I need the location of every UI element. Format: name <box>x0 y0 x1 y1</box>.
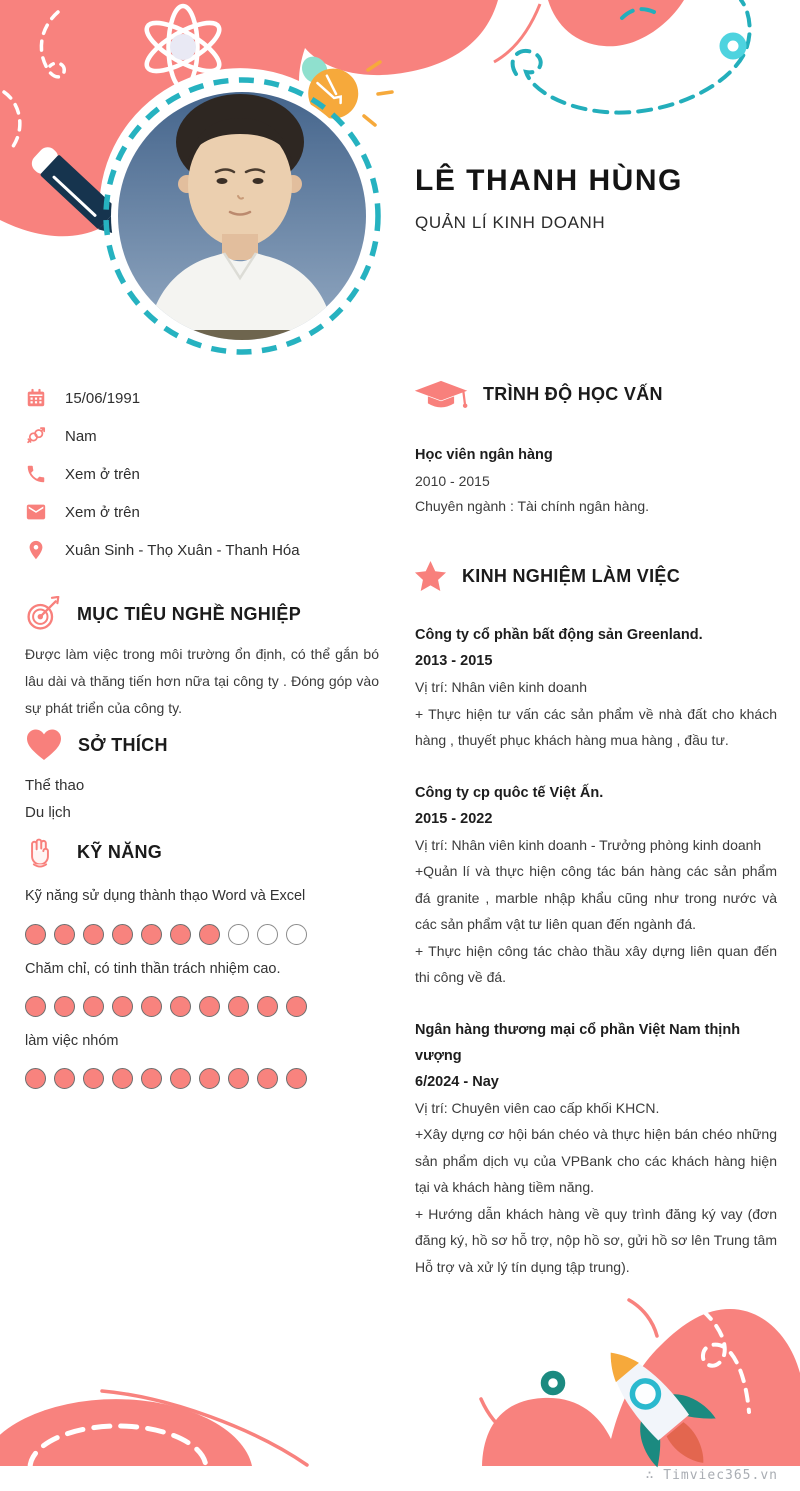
experience-company: Ngân hàng thương mại cổ phần Việt Nam thịnh vượng <box>415 1021 741 1064</box>
experience-entry <box>415 780 777 991</box>
skill-dot <box>286 1068 307 1089</box>
objective-text: Được làm việc trong môi trường ổn định, có thể gắn bó lâu dài và thăng tiến hơn nữa tại công ty . Đóng góp vào sự phát triển của công ty. <box>25 646 379 716</box>
education-major: Chuyên ngành : Tài chính ngân hàng. <box>415 498 650 514</box>
gender-value: Nam <box>65 427 97 445</box>
candidate-name: LÊ THANH HÙNG <box>415 164 683 197</box>
hobby-item: Thể thao <box>25 777 85 794</box>
skill-dot <box>228 924 249 945</box>
skill-dot <box>257 996 278 1017</box>
gender-icon <box>25 425 47 447</box>
experience-position: Vị trí: Nhân viên kinh doanh <box>415 679 587 695</box>
mail-icon <box>25 501 47 523</box>
contact-row-email <box>25 493 379 531</box>
skill-dot <box>257 1068 278 1089</box>
skill-label: Chăm chỉ, có tinh thần trách nhiệm cao. <box>25 961 281 977</box>
skill-label: Kỹ năng sử dụng thành thạo Word và Excel <box>25 888 306 904</box>
email-value: Xem ở trên <box>65 503 140 521</box>
profile-photo <box>106 80 378 352</box>
phone-value: Xem ở trên <box>65 465 140 483</box>
education-years: 2010 - 2015 <box>415 472 490 489</box>
hobby-item: Du lịch <box>25 804 71 821</box>
education-heading: TRÌNH ĐỘ HỌC VẤN <box>483 383 663 404</box>
experience-detail: +Quản lí và thực hiện công tác bán hàng các sản phẩm đá granite , marble nhập khẩu cũng như trong nước và các sản phẩm vật tư liên quan đến ngành đá. <box>415 863 777 932</box>
skill-dot <box>112 996 133 1017</box>
skill-dot <box>141 924 162 945</box>
address-value: Xuân Sinh - Thọ Xuân - Thanh Hóa <box>65 541 300 559</box>
skill-rating <box>25 1068 307 1089</box>
skill-dot <box>83 1068 104 1089</box>
objective-heading: MỤC TIÊU NGHỀ NGHIỆP <box>77 603 302 624</box>
skill-dot <box>228 996 249 1017</box>
teal-donut-icon <box>724 37 743 56</box>
skill-dot <box>54 1068 75 1089</box>
skill-dot <box>25 1068 46 1089</box>
contact-row-phone <box>25 455 379 493</box>
skill-dot <box>228 1068 249 1089</box>
section-experience-header <box>414 560 680 593</box>
calendar-icon <box>25 387 47 409</box>
target-icon <box>25 596 61 632</box>
skills-heading: KỸ NĂNG <box>77 841 163 862</box>
education-entry <box>415 443 777 520</box>
experience-detail: +Xây dựng cơ hội bán chéo và thực hiện bán chéo những sản phẩm dịch vụ của VPBank cho các khách hàng hiện tại và khách hàng tiềm năng. <box>415 1126 777 1195</box>
skill-dot <box>199 1068 220 1089</box>
footer-decoration <box>0 1251 800 1491</box>
skill-rating <box>25 924 307 945</box>
skill-dot <box>170 996 191 1017</box>
location-icon <box>25 539 47 561</box>
section-education-header <box>412 378 663 410</box>
name-block <box>415 163 683 233</box>
coral-dome-bottom-left <box>0 1399 252 1466</box>
experience-period: 2013 - 2015 <box>415 653 493 669</box>
experience-position: Vị trí: Nhân viên kinh doanh - Trưởng phòng kinh doanh <box>415 836 762 853</box>
skill-dot <box>54 924 75 945</box>
experience-company: Công ty cp quôc tế Việt Ấn. <box>415 784 604 801</box>
experience-position: Vị trí: Chuyên viên cao cấp khối KHCN. <box>415 1099 660 1116</box>
phone-icon <box>25 463 47 485</box>
candidate-job-title: QUẢN LÍ KINH DOANH <box>415 213 606 232</box>
skill-dot <box>199 924 220 945</box>
skill-dot <box>257 924 278 945</box>
fist-icon <box>25 834 55 870</box>
birthday-value: 15/06/1991 <box>65 389 141 407</box>
section-objective-header <box>25 596 301 632</box>
coral-wave-crest <box>548 0 684 46</box>
skill-rating <box>25 996 307 1017</box>
contact-row-gender <box>25 417 379 455</box>
skill-dot <box>286 924 307 945</box>
skill-dot <box>83 924 104 945</box>
experience-list <box>415 622 777 1306</box>
skill-dot <box>112 924 133 945</box>
experience-detail: + Thực hiện công tác chào thầu xây dựng liên quan đến thi công về đá. <box>415 942 777 985</box>
experience-detail: + Thực hiện tư vấn các sản phẩm về nhà đất cho khách hàng , thuyết phục khách hàng mua hàng , đầu tư. <box>415 705 777 748</box>
experience-heading: KINH NGHIỆM LÀM VIỆC <box>462 566 681 586</box>
skill-dot <box>25 924 46 945</box>
skill-dot <box>141 1068 162 1089</box>
watermark: ∴ Timviec365.vn <box>645 1468 778 1483</box>
skill-dot <box>286 996 307 1017</box>
experience-company: Công ty cổ phần bất động sản Greenland. <box>415 627 703 643</box>
teal-donut-icon-bottom <box>545 1375 562 1392</box>
skill-label: làm việc nhóm <box>25 1033 119 1049</box>
left-column <box>25 379 379 569</box>
skill-dot <box>83 996 104 1017</box>
experience-period: 6/2024 - Nay <box>415 1073 499 1090</box>
skill-dot <box>112 1068 133 1089</box>
education-school: Học viên ngân hàng <box>415 447 553 463</box>
experience-entry <box>415 1017 777 1281</box>
experience-period: 2015 - 2022 <box>415 810 493 827</box>
heart-icon <box>25 727 63 763</box>
star-icon <box>414 560 447 593</box>
hobbies-heading: SỞ THÍCH <box>78 734 168 755</box>
skill-dot <box>170 1068 191 1089</box>
contact-row-birthday <box>25 379 379 417</box>
experience-detail: + Hướng dẫn khách hàng về quy trình đăng ký vay (đơn đăng ký, hồ sơ hỗ trợ, nộp hồ sơ, gửi hồ sơ lên Trung tâm Hỗ trợ và xử lý tín dụng tập trung). <box>415 1205 777 1275</box>
skill-dot <box>199 996 220 1017</box>
graduation-cap-icon <box>412 378 470 410</box>
section-skills-header <box>25 834 162 870</box>
skill-dot <box>25 996 46 1017</box>
skill-dot <box>170 924 191 945</box>
experience-entry <box>415 622 777 754</box>
coral-outline-arc-right-1 <box>629 1300 657 1336</box>
skill-dot <box>54 996 75 1017</box>
skill-dot <box>141 996 162 1017</box>
contact-row-address <box>25 531 379 569</box>
section-hobbies-header <box>25 727 168 763</box>
